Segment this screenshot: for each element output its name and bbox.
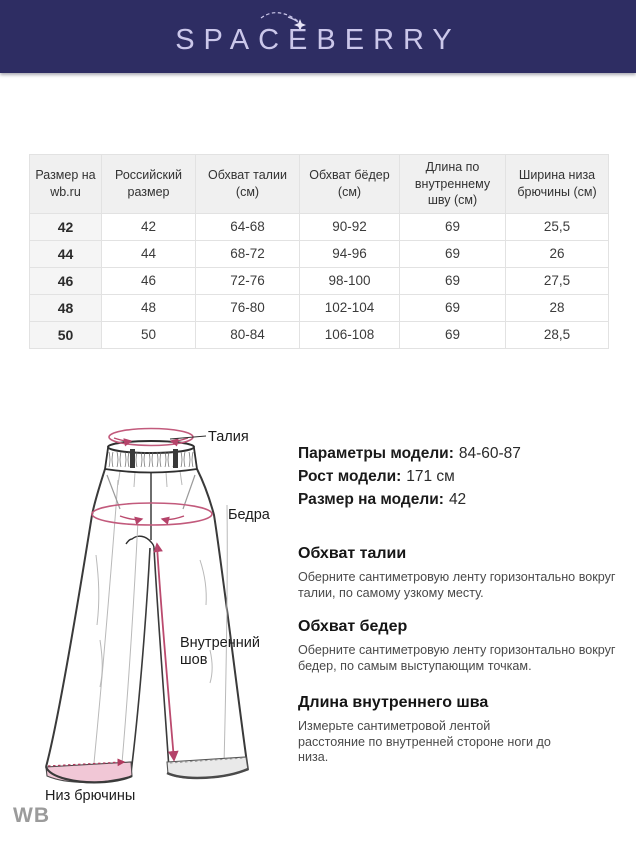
size-cell: 26 — [506, 240, 609, 267]
guide-text: Оберните сантиметровую ленту горизонтально вокруг бедер, по самым выступающим точкам. — [298, 643, 616, 673]
guide-section-waist — [298, 545, 620, 601]
size-cell: 90-92 — [300, 213, 400, 240]
size-cell: 25,5 — [506, 213, 609, 240]
size-cell: 69 — [400, 213, 506, 240]
model-params-value: 84-60-87 — [458, 445, 521, 462]
size-cell: 98-100 — [300, 267, 400, 294]
size-cell: 50 — [102, 321, 196, 348]
model-height-label: Рост модели: — [298, 468, 402, 485]
col-header-wb-size: Размер на wb.ru — [30, 155, 102, 214]
model-info — [298, 446, 521, 515]
size-table-header-row — [30, 155, 609, 214]
size-cell: 69 — [400, 321, 506, 348]
size-cell: 80-84 — [196, 321, 300, 348]
size-cell: 27,5 — [506, 267, 609, 294]
model-params-label: Параметры модели: — [298, 445, 454, 462]
col-header-waist: Обхват талии (см) — [196, 155, 300, 214]
size-cell: 106-108 — [300, 321, 400, 348]
table-row — [30, 267, 609, 294]
size-cell: 44 — [102, 240, 196, 267]
pants-line-art — [20, 415, 300, 815]
size-cell: 42 — [30, 213, 102, 240]
hem-right — [167, 757, 248, 779]
inner-seam-label: Внутренний шов — [180, 635, 260, 668]
size-cell: 68-72 — [196, 240, 300, 267]
size-cell: 42 — [102, 213, 196, 240]
guide-section-hips — [298, 618, 620, 674]
col-header-leg-width: Ширина низа брючины (см) — [506, 155, 609, 214]
size-cell: 69 — [400, 267, 506, 294]
model-height-value: 171 см — [406, 468, 455, 485]
size-cell: 48 — [30, 294, 102, 321]
size-cell: 46 — [30, 267, 102, 294]
brand-header — [0, 0, 636, 73]
model-height-line — [298, 469, 521, 485]
size-table — [29, 154, 609, 349]
size-cell: 28,5 — [506, 321, 609, 348]
size-cell: 102-104 — [300, 294, 400, 321]
guide-text: Измерьте сантиметровой лентой расстояние по внутренней стороне ноги до низа. — [298, 719, 551, 764]
model-params-line — [298, 446, 521, 462]
col-header-ru-size: Российский размер — [102, 155, 196, 214]
col-header-hips: Обхват бёдер (см) — [300, 155, 400, 214]
model-size-value: 42 — [448, 491, 467, 508]
guide-text: Оберните сантиметровую ленту горизонтально вокруг талии, по самому узкому месту. — [298, 570, 616, 600]
size-cell: 76-80 — [196, 294, 300, 321]
guide-title: Обхват бедер — [298, 618, 408, 635]
table-row — [30, 213, 609, 240]
hem-left — [46, 762, 132, 782]
size-cell: 50 — [30, 321, 102, 348]
col-header-inseam: Длина по внутреннему шву (см) — [400, 155, 506, 214]
size-cell: 64-68 — [196, 213, 300, 240]
guide-title: Обхват талии — [298, 545, 407, 562]
wb-watermark: WB — [13, 804, 50, 827]
size-cell: 69 — [400, 294, 506, 321]
table-row — [30, 321, 609, 348]
fabric-creases — [94, 471, 227, 765]
size-cell: 44 — [30, 240, 102, 267]
hips-measure-ellipse — [92, 503, 212, 525]
size-cell: 69 — [400, 240, 506, 267]
leg-bottom-label: Низ брючины — [45, 788, 136, 804]
model-size-label: Размер на модели: — [298, 491, 444, 508]
table-row — [30, 240, 609, 267]
size-cell: 48 — [102, 294, 196, 321]
size-cell: 46 — [102, 267, 196, 294]
guide-section-inseam — [298, 694, 620, 766]
table-row — [30, 294, 609, 321]
size-cell: 28 — [506, 294, 609, 321]
size-cell: 94-96 — [300, 240, 400, 267]
guide-title: Длина внутреннего шва — [298, 694, 489, 711]
brand-logo: SPACEBERRY — [175, 24, 461, 56]
size-cell: 72-76 — [196, 267, 300, 294]
model-size-line — [298, 492, 521, 508]
waist-label: Талия — [208, 429, 249, 445]
hips-label: Бедра — [228, 507, 270, 523]
